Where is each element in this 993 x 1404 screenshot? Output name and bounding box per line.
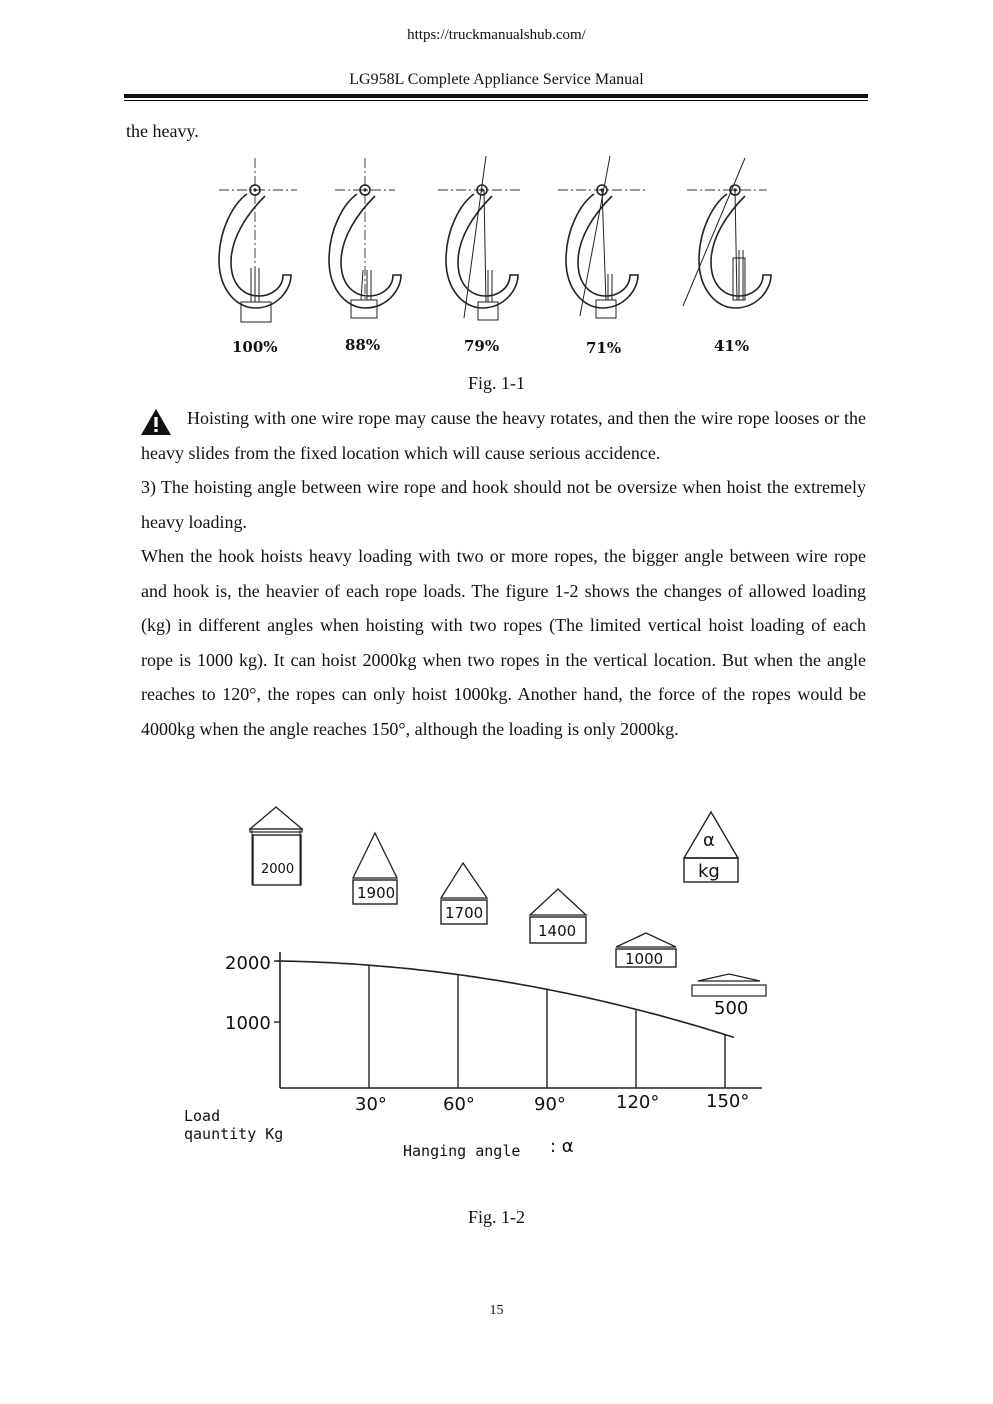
x-axis-label: Hanging angle xyxy=(403,1142,521,1160)
hook-88-label: 88% xyxy=(345,336,381,354)
manual-title: LG958L Complete Appliance Service Manual xyxy=(349,71,644,88)
figure-1-2-caption: Fig. 1-2 xyxy=(467,1207,525,1227)
load-icon-1900 xyxy=(353,833,397,904)
chart-plot-area xyxy=(274,952,762,1088)
load-1700-label: 1700 xyxy=(445,904,484,922)
load-500-label: 500 xyxy=(714,998,749,1019)
hook-79-diagram xyxy=(438,156,520,320)
lead-text: the heavy. xyxy=(126,121,199,141)
hook-79-label: 79% xyxy=(464,337,500,355)
warning-paragraph: Hoisting with one wire rope may cause the heavy rotates, and then the wire rope looses or the heavy slides from the fixed location which will cause serious accidence. xyxy=(141,408,866,463)
header-rule-thin xyxy=(124,100,868,101)
x-tick-150: 150° xyxy=(706,1091,750,1112)
angle-drop-lines xyxy=(369,965,725,1088)
load-icon-2000 xyxy=(250,807,302,885)
hook-41-diagram xyxy=(683,158,771,308)
load-1000-label: 1000 xyxy=(625,950,664,968)
y-tick-1000: 1000 xyxy=(225,1013,271,1034)
site-url: https://truckmanualshub.com/ xyxy=(407,27,586,43)
step-3-paragraph: 3) The hoisting angle between wire rope and hook should not be oversize when hoist the extremely heavy loading. xyxy=(141,477,866,532)
hook-angle-figure xyxy=(210,150,780,365)
hook-100-diagram xyxy=(219,158,297,322)
legend-alpha: α xyxy=(703,830,715,851)
y-axis-label-line2: qauntity Kg xyxy=(184,1125,284,1143)
load-curve xyxy=(277,961,734,1037)
load-1400-label: 1400 xyxy=(538,922,577,940)
legend-unit: kg xyxy=(698,861,720,882)
load-2000-label: 2000 xyxy=(261,862,295,877)
y-tick-2000: 2000 xyxy=(225,953,271,974)
load-angle-chart xyxy=(170,800,790,1170)
hook-71-label: 71% xyxy=(586,339,622,357)
load-icon-500 xyxy=(692,974,766,1019)
load-1900-label: 1900 xyxy=(357,884,396,902)
hook-71-diagram xyxy=(558,156,648,318)
x-tick-120: 120° xyxy=(616,1092,660,1113)
legend-alpha-kg-icon xyxy=(684,812,738,882)
hook-100-label: 100% xyxy=(232,338,278,356)
x-tick-30: 30° xyxy=(355,1094,387,1115)
page-number: 15 xyxy=(489,1303,504,1318)
hook-41-label: 41% xyxy=(714,337,750,355)
load-icon-1700 xyxy=(441,863,487,924)
x-tick-90: 90° xyxy=(534,1094,566,1115)
figure-1-1-caption: Fig. 1-1 xyxy=(467,373,525,393)
load-icon-1400 xyxy=(530,889,586,943)
y-axis-label-line1: Load xyxy=(184,1107,221,1125)
x-axis-alpha-symbol: : α xyxy=(550,1136,574,1157)
x-tick-60: 60° xyxy=(443,1094,475,1115)
hook-88-diagram xyxy=(329,158,401,318)
explanation-paragraph: When the hook hoists heavy loading with two or more ropes, the bigger angle between wire rope and hook is, the heavier of each rope loads. The figure 1-2 shows the changes of allowed loading (kg) in different angles when hoisting with two ropes (The limited vertical hoist loading of each rope is 1000 kg). It can hoist 2000kg when two ropes in the vertical location. But when the angle reaches to 120°, the ropes can only hoist 1000kg. Another hand, the force of the ropes would be 4000kg when the angle reaches 150°, although the loading is only 2000kg. xyxy=(141,546,866,739)
load-icon-1000 xyxy=(616,933,676,968)
header-rule-thick xyxy=(124,94,868,98)
